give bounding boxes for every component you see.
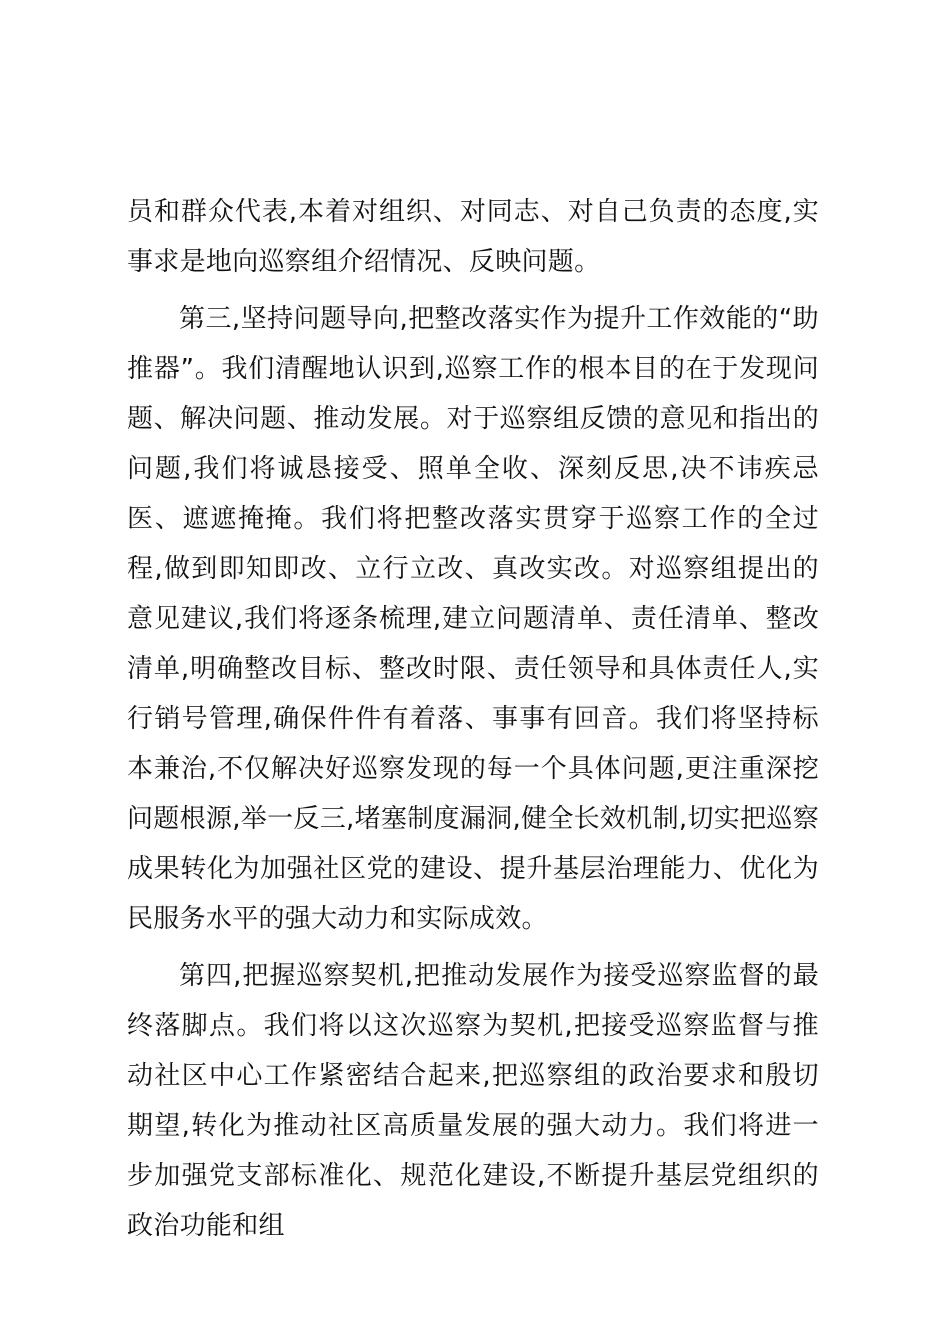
paragraph-fourth-point: 第四,把握巡察契机,把推动发展作为接受巡察监督的最终落脚点。我们将以这次巡察为契机,把接受巡察监督与推动社区中心工作紧密结合起来,把巡察组的政治要求和殷切期望,转化为推动社区高质量发展的强大动力。我们将进一步加强党支部标准化、规范化建设,不断提升基层党组织的政治功能和组: [127, 961, 819, 1241]
paragraph-third-point: 第三,坚持问题导向,把整改落实作为提升工作效能的“助推器”。我们清醒地认识到,巡察工作的根本目的在于发现问题、解决问题、推动发展。对于巡察组反馈的意见和指出的问题,我们将诚恳接受、照单全收、深刻反思,决不讳疾忌医、遮遮掩掩。我们将把整改落实贯穿于巡察工作的全过程,做到即知即改、立行立改、真改实改。对巡察组提出的意见建议,我们将逐条梳理,建立问题清单、责任清单、整改清单,明确整改目标、整改时限、责任领导和具体责任人,实行销号管理,确保件件有着落、事事有回音。我们将坚持标本兼治,不仅解决好巡察发现的每一个具体问题,更注重深挖问题根源,举一反三,堵塞制度漏洞,健全长效机制,切实把巡察成果转化为加强社区党的建设、提升基层治理能力、优化为民服务水平的强大动力和实际成效。: [127, 304, 819, 934]
paragraph-continuation: 员和群众代表,本着对组织、对同志、对自己负责的态度,实事求是地向巡察组介绍情况、反映问题。: [127, 197, 819, 277]
document-body: [127, 187, 819, 1258]
